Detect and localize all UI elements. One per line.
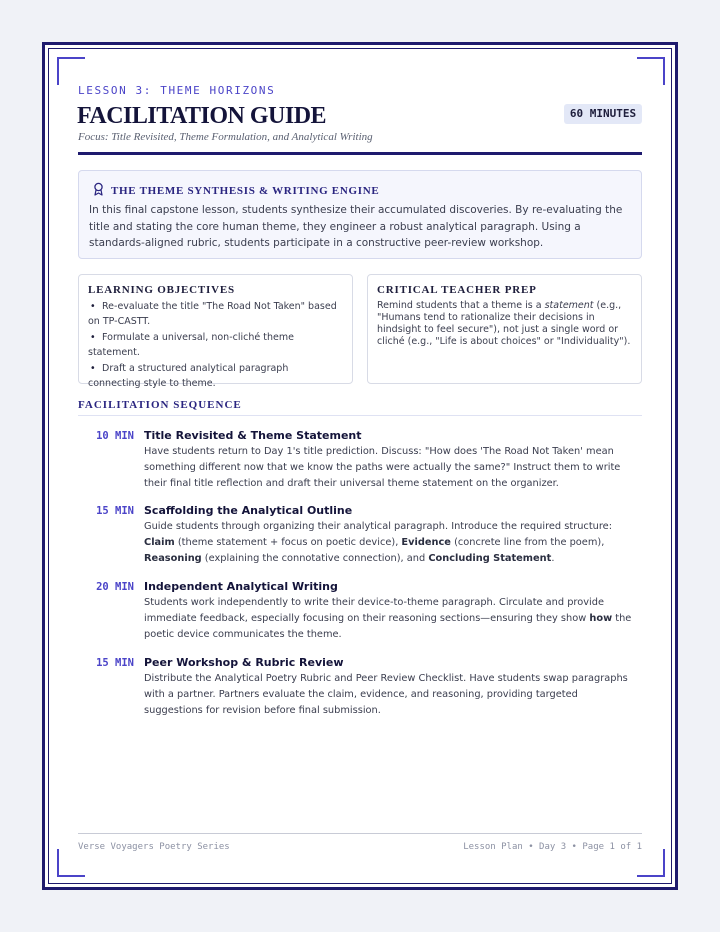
step-title: Scaffolding the Analytical Outline xyxy=(144,504,353,517)
teacher-prep-card xyxy=(367,274,642,384)
page-title: FACILITATION GUIDE xyxy=(77,103,327,129)
statement-emphasis: statement xyxy=(544,300,594,311)
engine-title: THE THEME SYNTHESIS & WRITING ENGINE xyxy=(111,184,380,197)
teacher-prep-title: CRITICAL TEACHER PREP xyxy=(377,284,537,296)
objective-item: • Draft a structured analytical paragraph connecting style to theme. xyxy=(88,362,343,391)
lesson-eyebrow: LESSON 3: THEME HORIZONS xyxy=(78,84,276,97)
footer-rule xyxy=(78,833,642,834)
step-body: Have students return to Day 1's title prediction. Discuss: "How does 'The Road Not Taken' mean something different now that we know the paths were actually the same?" Instruct them to write their final title reflection and draft their universal theme statement on the organizer. xyxy=(144,446,621,489)
footer-page-info: Lesson Plan • Day 3 • Page 1 of 1 xyxy=(463,842,642,852)
header-rule xyxy=(78,152,642,155)
corner-ornament-top-left xyxy=(57,57,85,85)
engine-callout xyxy=(78,170,642,259)
objective-item: • Re-evaluate the title "The Road Not Taken" based on TP-CASTT. xyxy=(88,300,343,329)
step-body: Students work independently to write their device-to-theme paragraph. Circulate and provide immediate feedback, especially focusing on their reasoning sections—ensuring they show how the poetic device communicates the theme. xyxy=(144,597,632,640)
objectives-list xyxy=(88,300,343,391)
duration-badge: 60 MINUTES xyxy=(564,104,642,124)
engine-header xyxy=(92,181,631,200)
step-duration: 15 MIN xyxy=(96,505,134,517)
sequence-heading: FACILITATION SEQUENCE xyxy=(78,399,242,411)
step-duration: 20 MIN xyxy=(96,581,134,593)
step-duration: 10 MIN xyxy=(96,430,134,442)
step-title: Independent Analytical Writing xyxy=(144,580,338,593)
teacher-prep-body: Remind students that a theme is a statement (e.g., "Humans tend to rationalize their decisions in hindsight to feel secure"), not just a single word or cliché (e.g., "Life is about choices" or "Individuality"). xyxy=(377,300,631,347)
award-ribbon-icon xyxy=(92,181,105,200)
step-title: Title Revisited & Theme Statement xyxy=(144,429,362,442)
page-subtitle: Focus: Title Revisited, Theme Formulation, and Analytical Writing xyxy=(78,131,373,143)
corner-ornament-bottom-left xyxy=(57,849,85,877)
engine-description: In this final capstone lesson, students synthesize their accumulated discoveries. By re-evaluating the title and stating the core human theme, they engineer a robust analytical paragraph. Using a standards-aligned rubric, students participate in a constructive peer-review workshop. xyxy=(89,204,623,249)
corner-ornament-top-right xyxy=(637,57,665,85)
objectives-title: LEARNING OBJECTIVES xyxy=(88,284,235,296)
step-body: Distribute the Analytical Poetry Rubric and Peer Review Checklist. Have students swap paragraphs with a partner. Partners evaluate the claim, evidence, and reasoning, providing targeted suggestions for revision before final submission. xyxy=(144,673,628,716)
step-duration: 15 MIN xyxy=(96,657,134,669)
step-body: Guide students through organizing their analytical paragraph. Introduce the required structure: Claim (theme statement + focus on poetic device), Evidence (concrete line from the poem), Reasoning (explaining the connotative connection), and Concluding Statement. xyxy=(144,521,613,564)
objective-item: • Formulate a universal, non-cliché theme statement. xyxy=(88,331,343,360)
sequence-rule xyxy=(78,415,642,416)
footer-series: Verse Voyagers Poetry Series xyxy=(78,842,230,852)
step-title: Peer Workshop & Rubric Review xyxy=(144,656,344,669)
corner-ornament-bottom-right xyxy=(637,849,665,877)
learning-objectives-card xyxy=(78,274,353,389)
